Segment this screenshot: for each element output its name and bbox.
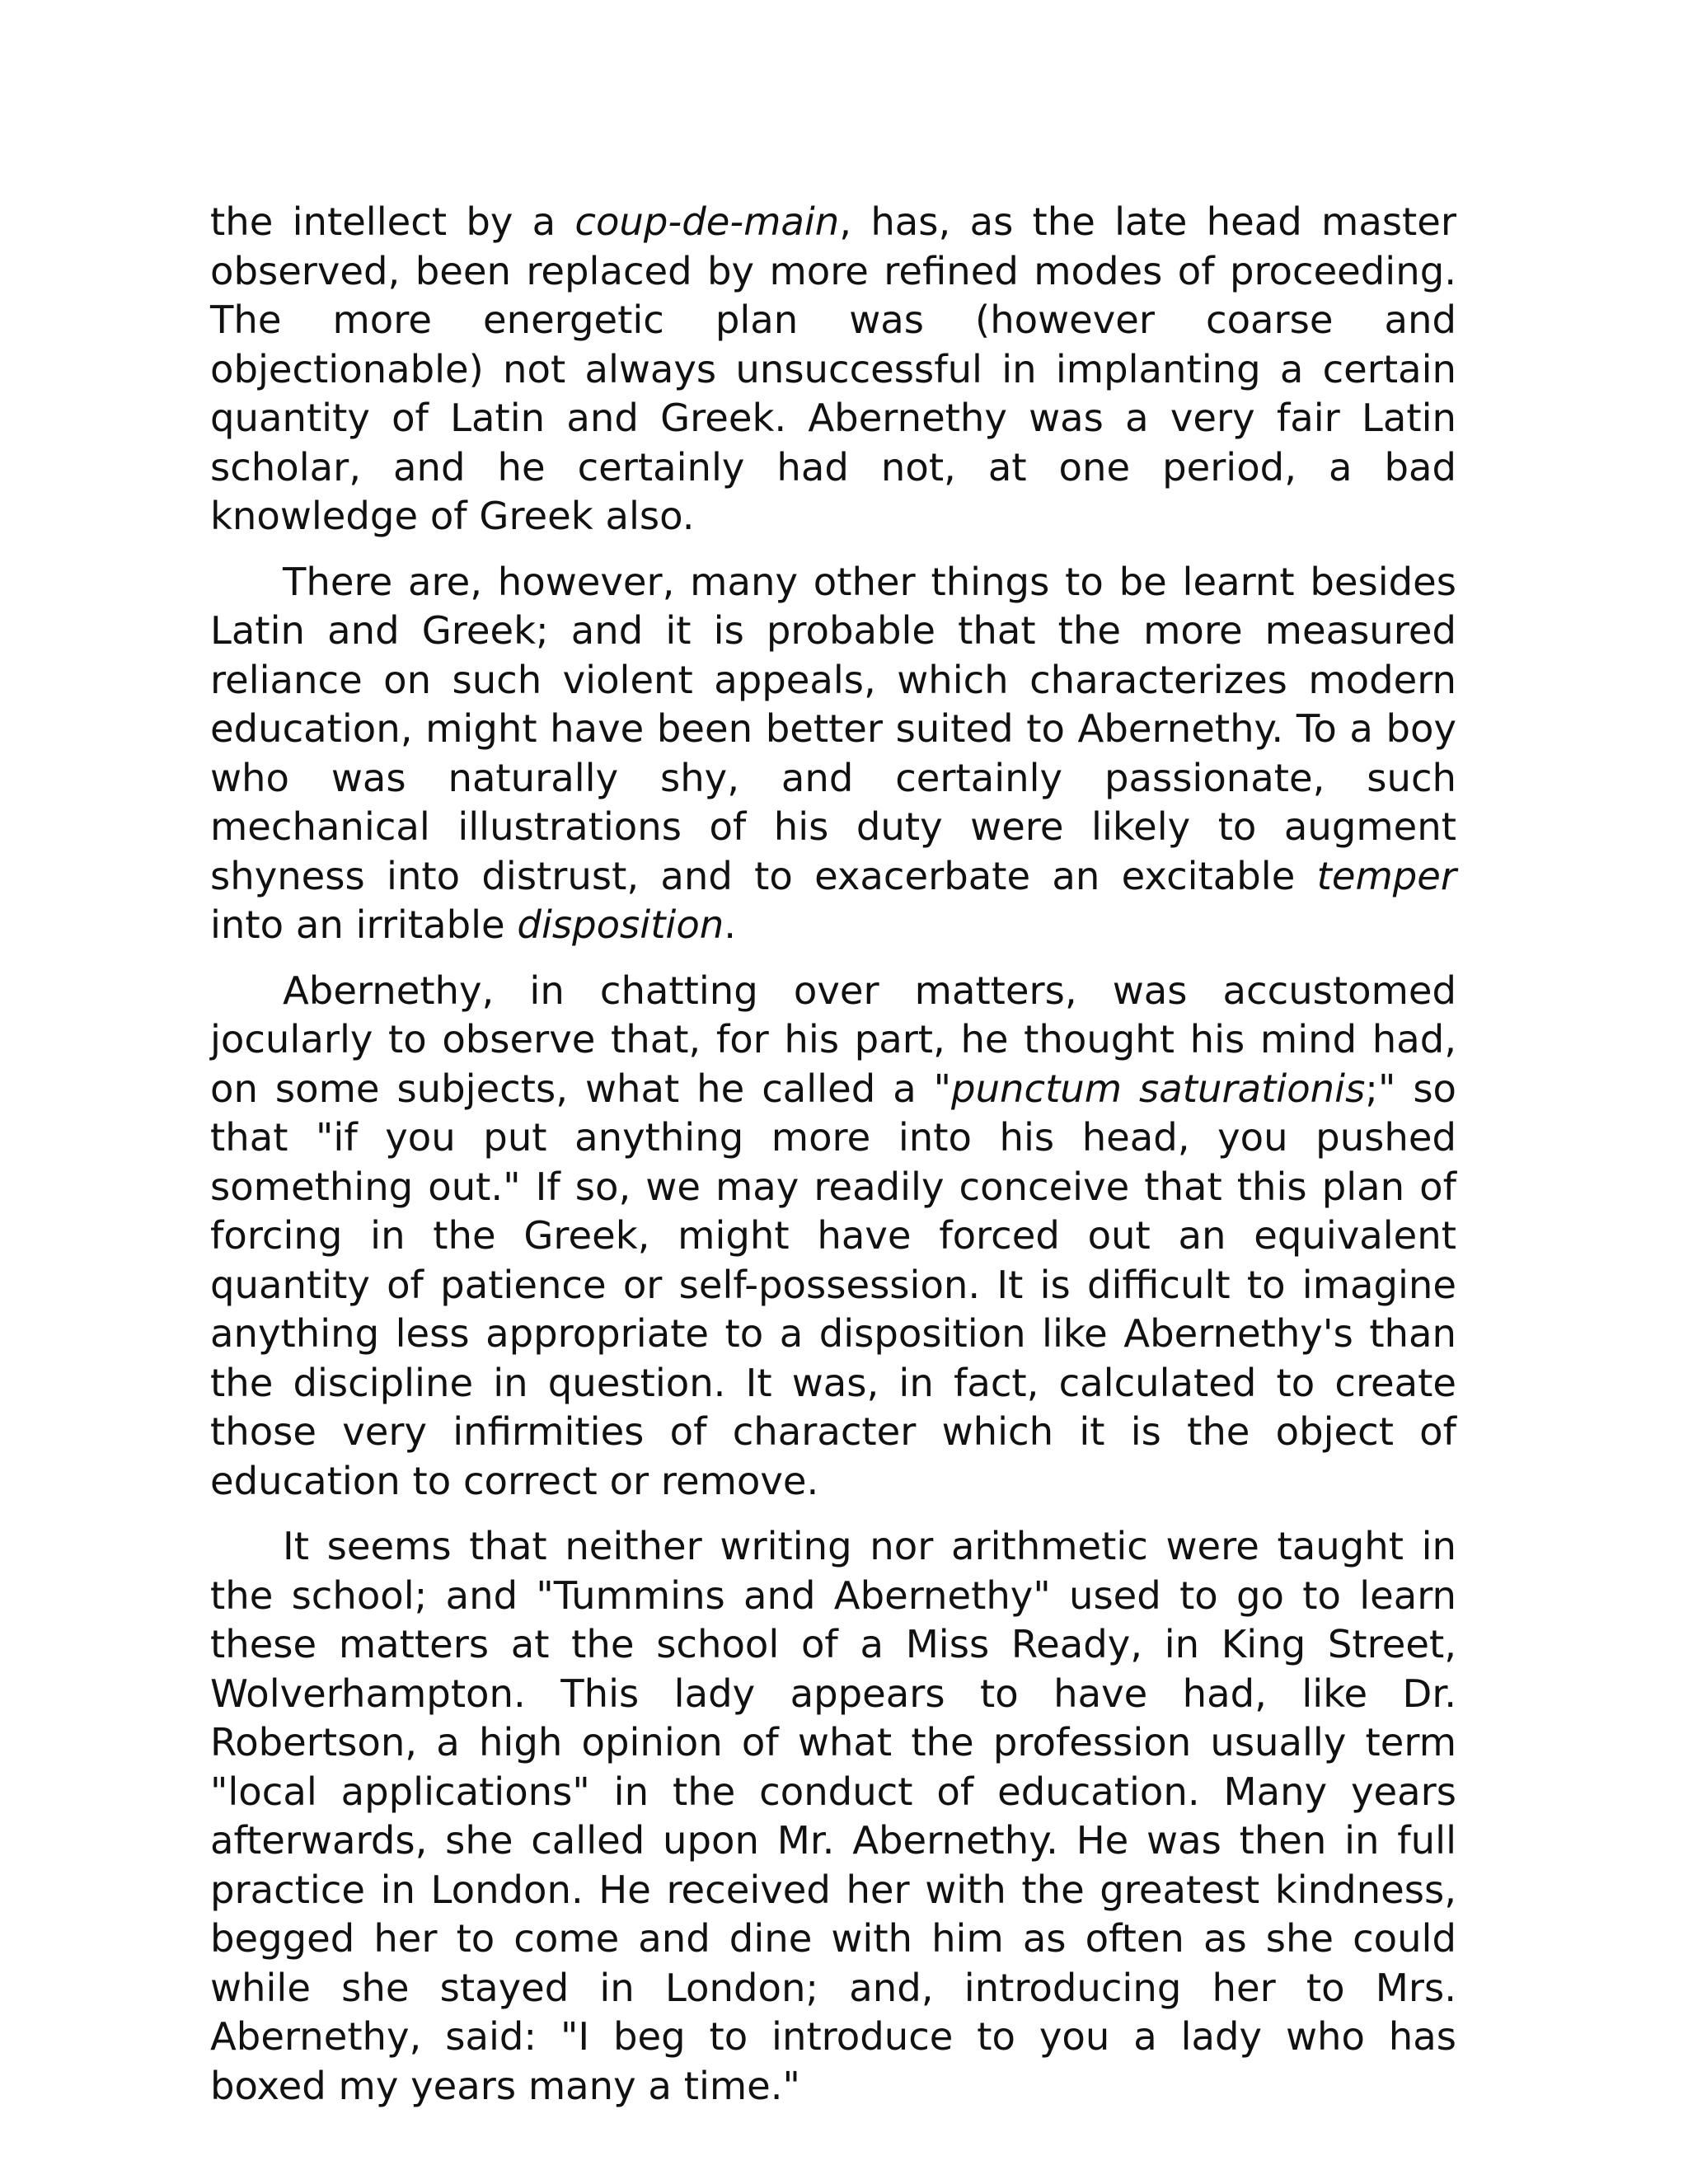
italic-phrase: disposition: [517, 902, 724, 947]
text-segment: , has, as the late head master observed, been replaced by more refined modes of proceeding. The more energetic plan was (however coarse and objectionable) not always unsuccessful in implanting a certain quantity of Latin and Greek. Abernethy was a very fair Latin scholar, and he certainly had not, at one period, a bad knowledge of Greek also.: [210, 199, 1457, 538]
italic-phrase: temper: [1316, 853, 1456, 898]
italic-phrase: coup-de-main: [574, 199, 840, 244]
text-segment: Abernethy, in chatting over matters, was accustomed jocularly to observe that, for his part, he thought his mind had, on some subjects, what he called a ": [210, 968, 1456, 1111]
text-segment: ;" so that "if you put anything more into his head, you pushed something out." If so, we may readily conceive that this plan of forcing in the Greek, might have forced out an equivalent quantity of patience or self-possession. It is difficult to imagine anything less appropriate to a disposition like Abernethy's than the discipline in question. It was, in fact, calculated to create those very infirmities of character which it is the object of education to correct or remove.: [210, 1066, 1456, 1503]
paragraph-2: [210, 558, 1456, 950]
text-segment: It seems that neither writing nor arithmetic were taught in the school; and "Tummins and Abernethy" used to go to learn these matters at the school of a Miss Ready, in King Street, Wolverhampton. This lady appears to have had, like Dr. Robertson, a high opinion of what the profession usually term "local applications" in the conduct of education. Many years afterwards, she called upon Mr. Abernethy. He was then in full practice in London. He received her with the greatest kindness, begged her to come and dine with him as often as she could while she stayed in London; and, introducing her to Mrs. Abernethy, said: "I beg to introduce to you a lady who has boxed my years many a time.": [210, 1524, 1456, 2108]
text-segment: into an irritable: [210, 902, 518, 947]
paragraph-1: [210, 198, 1456, 541]
italic-phrase: punctum saturationis: [951, 1066, 1366, 1111]
text-segment: There are, however, many other things to be learnt besides Latin and Greek; and it is probable that the more measured reliance on such violent appeals, which characterizes modern education, might have been better suited to Abernethy. To a boy who was naturally shy, and certainly passionate, such mechanical illustrations of his duty were likely to augment shyness into distrust, and to exacerbate an excitable: [210, 559, 1456, 898]
text-segment: the intellect by a: [210, 199, 575, 244]
text-segment: .: [724, 902, 737, 947]
paragraph-3: [210, 967, 1456, 1507]
paragraph-4: [210, 1522, 1456, 2111]
document-page: [210, 198, 1456, 2111]
